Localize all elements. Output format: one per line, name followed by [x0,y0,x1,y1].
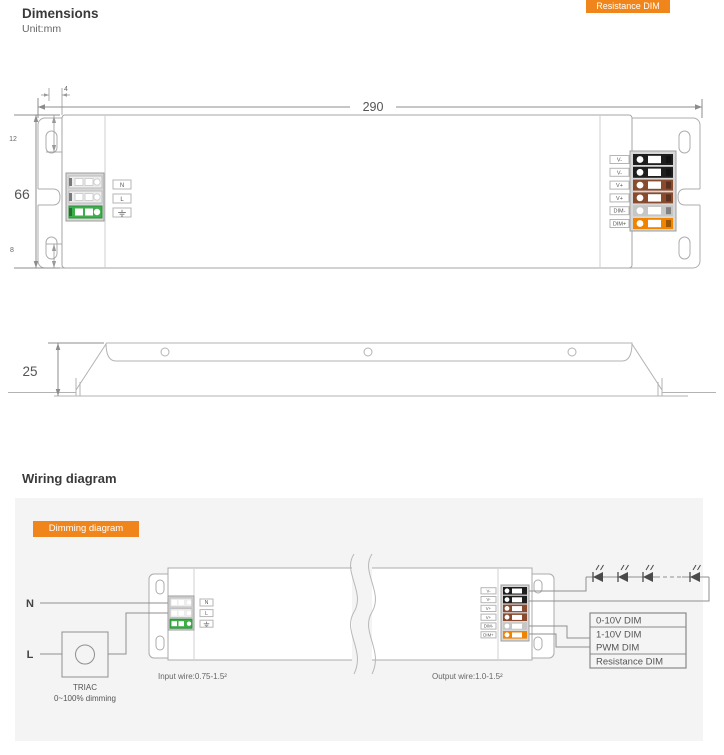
wiring-input-terminal-block [168,596,194,630]
label-dim-plus: DIM+ [483,632,494,638]
triac-knob [76,645,95,664]
dim-66-label: 66 [14,186,30,202]
label-l: L [120,197,124,203]
label-v-minus: V- [616,170,623,177]
dim-290-label: 290 [362,100,384,114]
input-wire-note: Input wire:0.75-1.5² [158,672,227,681]
led-icon [643,565,654,582]
triac-range-label: 0~100% dimming [53,694,117,703]
led-icon [690,565,701,582]
neutral-label: N [26,598,34,610]
terminal-row-dim-minus [633,205,673,216]
label-n: N [204,600,209,607]
label-n: N [119,183,125,189]
label-v-plus: V+ [485,614,492,620]
dim-mode-resistance: Resistance DIM [596,656,664,668]
led-icon [593,565,604,582]
page-title: Dimensions [22,6,99,21]
wiring-input-terminal-labels [200,599,213,627]
dim-mode-pwm: PWM DIM [596,642,640,654]
led-symbols [593,565,701,582]
unit-note: Unit:mm [22,23,62,35]
screw-hole [568,348,576,356]
label-v-minus: V- [486,597,491,603]
terminal-row-dim-plus [633,218,673,229]
dimming-diagram-badge: Dimming diagram [33,521,139,537]
break-lines [351,554,376,674]
dim-25 [22,343,104,396]
wiring-diagram [26,554,709,703]
wiring-driver-body-left [168,568,352,660]
terminal-row-v-minus-2 [633,167,673,178]
terminal-row-l [69,191,102,203]
front-view [9,86,702,268]
side-view [8,343,716,396]
dim-mode-0-10v: 0-10V DIM [596,615,642,627]
live-label: L [26,649,34,661]
label-v-minus: V- [616,157,623,164]
output-wire-note: Output wire:1.0-1.5² [432,672,503,681]
dim-12-label: 12 [9,136,17,143]
terminal-row-ground [69,206,102,218]
label-v-plus: V+ [616,195,623,202]
dim-8-label: 8 [10,247,14,254]
mounting-slot [679,237,690,259]
mounting-slot [46,131,57,153]
terminal-row-v-plus-2 [633,192,673,203]
dim-4-label: 4 [64,86,68,93]
dim-25-label: 25 [22,364,38,379]
triac-label: TRIAC [73,683,97,692]
ear-notch-right [678,189,702,205]
dim-mode-1-10v: 1-10V DIM [596,629,642,641]
label-v-minus: V- [486,588,491,594]
resistance-dim-badge: Resistance DIM [586,0,670,13]
label-l: L [205,610,208,617]
terminal-row-n [69,176,102,188]
wiring-output-terminal-block [501,585,529,641]
wiring-section-title: Wiring diagram [22,471,117,486]
terminal-row-v-plus-1 [633,180,673,191]
label-dim-plus: DIM+ [612,221,627,228]
input-terminal-block [66,173,104,221]
output-terminal-block [630,151,676,231]
driver-body [62,115,632,268]
label-v-plus: V+ [485,606,492,611]
dim-4 [41,86,70,115]
screw-hole [161,348,169,356]
terminal-row-v-minus-1 [633,154,673,165]
mounting-slot [679,131,690,153]
mounting-slot [156,580,164,594]
led-icon [618,565,629,582]
screw-hole [364,348,372,356]
triac-dimmer [54,632,116,703]
led-circuit [529,577,709,601]
mounting-slot [534,637,542,650]
label-dim-minus: DIM- [613,208,626,215]
label-dim-minus: DIM- [483,623,494,629]
label-v-plus: V+ [616,183,623,190]
dim-modes-box [590,613,686,668]
mounting-slot [156,636,164,650]
mounting-slot [46,237,57,259]
input-terminal-labels [113,180,131,217]
ear-notch-left [36,189,60,205]
